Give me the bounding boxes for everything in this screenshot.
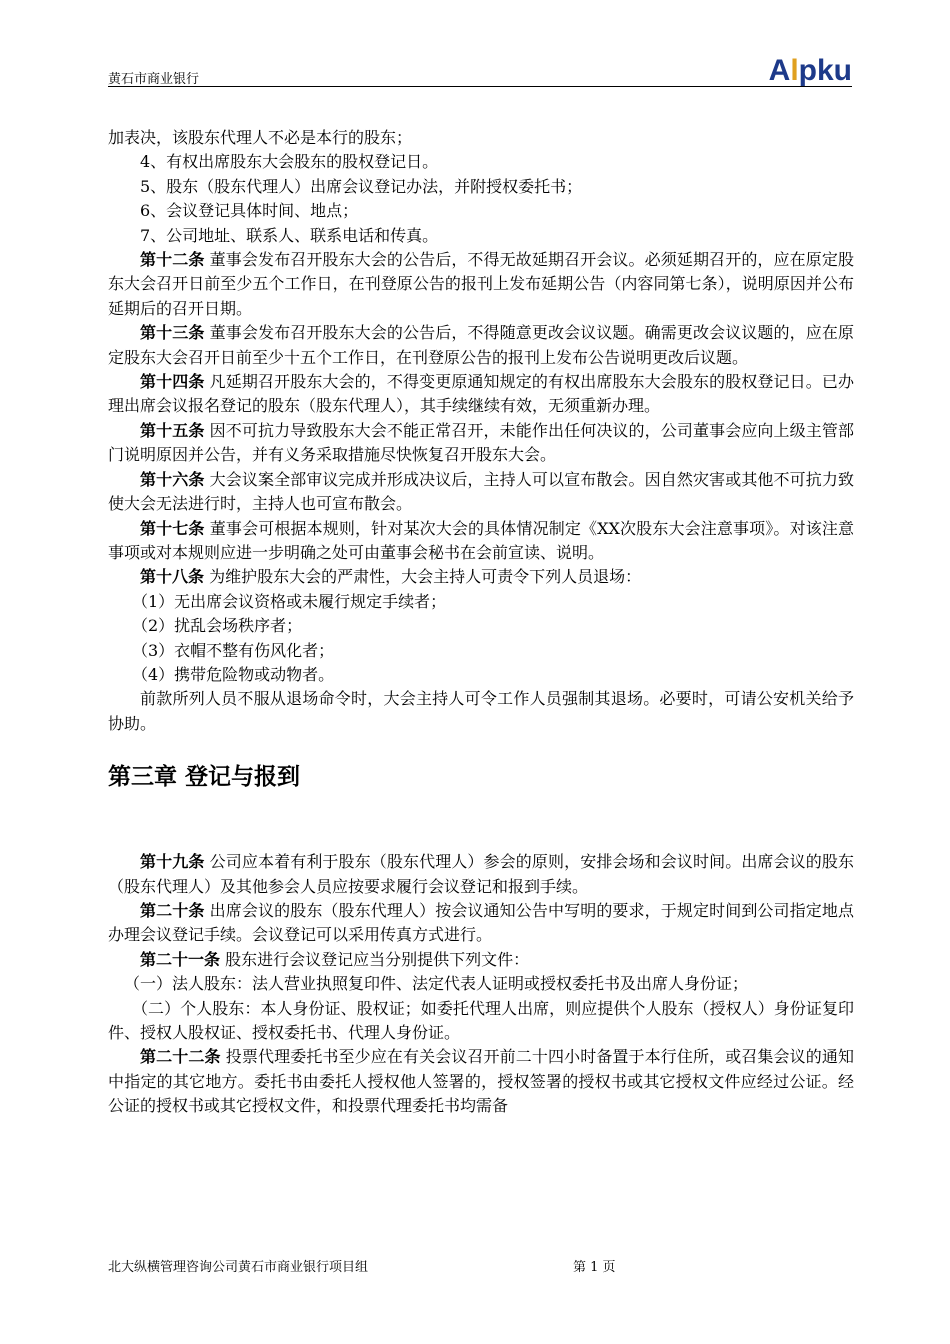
article-text: 董事会发布召开股东大会的公告后，不得随意更改会议议题。确需更改会议议题的，应在原定股东大会召开日前至少十五个工作日，在刊登原公告的报刊上发布公告说明更改后议题。 <box>108 323 854 367</box>
paragraph: 加表决，该股东代理人不必是本行的股东； <box>108 128 413 147</box>
list-item: 4、有权出席股东大会股东的股权登记日。 <box>140 152 439 172</box>
article-text: 大会议案全部审议完成并形成决议后，主持人可以宣布散会。因自然灾害或其他不可抗力致使大会无法进行时，主持人也可宣布散会。 <box>108 469 854 514</box>
article-title: 第二十一条 <box>140 949 221 969</box>
article-title: 第十五条 <box>140 420 205 440</box>
article-title: 第二十条 <box>140 900 205 920</box>
article-text: 股东进行会议登记应当分别提供下列文件： <box>220 949 530 969</box>
article-19 <box>108 850 854 899</box>
article-text: 出席会议的股东（股东代理人）按会议通知公告中写明的要求，于规定时间到公司指定地点办理会议登记手续。会议登记可以采用传真方式进行。 <box>108 900 854 945</box>
article-18 <box>108 565 854 589</box>
article-title: 第十三条 <box>140 323 205 343</box>
chapter-heading: 第三章 登记与报到 <box>108 764 301 791</box>
header-bank-name: 黄石市商业银行 <box>108 72 200 87</box>
list-item: 7、公司地址、联系人、联系电话和传真。 <box>140 225 439 245</box>
article-22 <box>108 1045 854 1118</box>
article-12 <box>108 248 854 321</box>
paragraph: 前款所列人员不服从退场命令时，大会主持人可令工作人员强制其退场。必要时，可请公安机关给予协助。 <box>108 689 854 733</box>
logo-part-a: A <box>768 54 791 87</box>
article-title: 第十四条 <box>140 372 205 392</box>
article-title: 第十八条 <box>140 567 205 587</box>
article-title: 第二十二条 <box>140 1047 221 1067</box>
article-16 <box>108 468 854 517</box>
page-number: 第 1 页 <box>573 1260 616 1275</box>
article-13 <box>108 321 854 370</box>
article-21 <box>108 948 854 972</box>
article-text: 董事会发布召开股东大会的公告后，不得无故延期召开会议。必须延期召开的，应在原定股东大会召开日前至少五个工作日，在刊登原公告的报刊上发布延期公告（内容同第七条），说明原因并公布延期后的召开日期。 <box>108 250 854 318</box>
list-item: （二）个人股东：本人身份证、股权证；如委托代理人出席，则应提供个人股东（授权人）身份证复印件、授权人股权证、授权委托书、代理人身份证。 <box>108 998 854 1042</box>
list-item: （一）法人股东：法人营业执照复印件、法定代表人证明或授权委托书及出席人身份证； <box>124 974 749 994</box>
article-title: 第十九条 <box>140 852 205 872</box>
page-header <box>108 48 852 87</box>
article-text: 为维护股东大会的严肃性，大会主持人可责令下列人员退场： <box>204 567 642 587</box>
article-title: 第十二条 <box>140 250 205 270</box>
article-title: 第十七条 <box>140 518 205 538</box>
list-item: （3）衣帽不整有伤风化者； <box>132 640 335 660</box>
list-item: 6、会议登记具体时间、地点； <box>140 201 359 221</box>
article-20 <box>108 899 854 948</box>
logo-part-c: pku <box>798 54 852 87</box>
logo-part-b: l <box>790 54 799 87</box>
article-text: 公司应本着有利于股东（股东代理人）参会的原则，安排会场和会议时间。出席会议的股东（股东代理人）及其他参会人员应按要求履行会议登记和报到手续。 <box>108 852 854 896</box>
article-text: 董事会可根据本规则，针对某次大会的具体情况制定《XX次股东大会注意事项》。对该注意事项或对本规则应进一步明确之处可由董事会秘书在会前宣读、说明。 <box>108 518 854 562</box>
list-item: （4）携带危险物或动物者。 <box>132 664 335 684</box>
article-17 <box>108 517 854 566</box>
article-14 <box>108 370 854 419</box>
article-title: 第十六条 <box>140 469 205 489</box>
article-text: 因不可抗力导致股东大会不能正常召开，未能作出任何决议的，公司董事会应向上级主管部门说明原因并公告，并有义务采取措施尽快恢复召开股东大会。 <box>108 420 854 465</box>
article-text: 凡延期召开股东大会的，不得变更原通知规定的有权出席股东大会股东的股权登记日。已办理出席会议报名登记的股东（股东代理人），其手续继续有效，无须重新办理。 <box>108 372 854 416</box>
footer-project-label: 北大纵横管理咨询公司黄石市商业银行项目组 <box>108 1260 369 1275</box>
article-text: 投票代理委托书至少应在有关会议召开前二十四小时备置于本行住所，或召集会议的通知中指定的其它地方。委托书由委托人授权他人签署的，授权签署的授权书或其它授权文件应经过公证。经公证的授权书或其它授权文件，和投票代理委托书均需备 <box>108 1047 854 1116</box>
article-15 <box>108 419 854 468</box>
document-body <box>108 126 854 1119</box>
list-item: 5、股东（股东代理人）出席会议登记办法，并附授权委托书； <box>140 176 583 196</box>
list-item: （2）扰乱会场秩序者； <box>132 616 303 636</box>
allpku-logo <box>769 54 852 88</box>
list-item: （1）无出席会议资格或未履行规定手续者； <box>132 591 447 611</box>
